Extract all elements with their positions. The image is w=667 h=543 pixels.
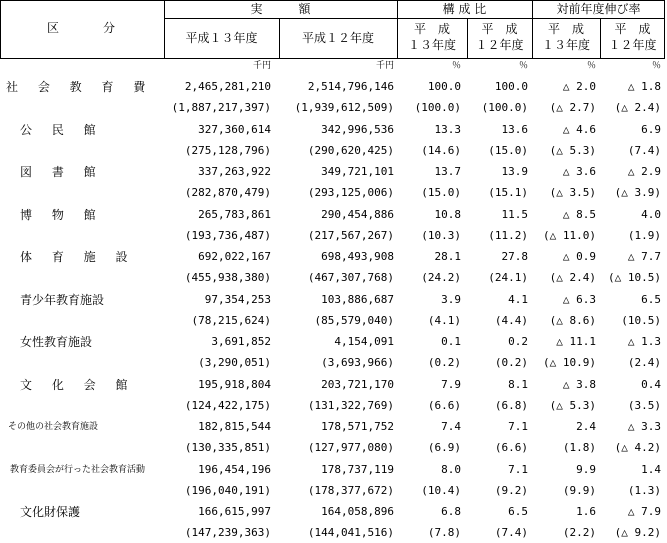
cell-public-value: (△ 5.3) [549, 144, 596, 157]
cell-value: 6.9 [641, 123, 661, 136]
cell-public-value: (10.5) [621, 314, 661, 327]
unit-kosei-h12: ％ [518, 61, 528, 71]
cell-value: 178,571,752 [321, 420, 394, 433]
cell-public-value: (3,290,051) [198, 356, 271, 369]
cell-value: 178,737,119 [321, 463, 394, 476]
unit-kosei-h13: ％ [451, 61, 461, 71]
header-nobi-h12-b: １２年度 [608, 38, 657, 52]
cell-value: 0.1 [441, 335, 461, 348]
cell-public-value: (△ 8.6) [549, 314, 596, 327]
cell-public-value: (7.4) [494, 526, 528, 539]
cell-public-value: (217,567,267) [307, 229, 394, 242]
cell-value: 290,454,886 [321, 208, 394, 221]
cell-value: 196,454,196 [198, 463, 271, 476]
cell-public-value: (△ 10.9) [543, 356, 596, 369]
header-nobiritsu: 対前年度伸び率 [556, 2, 641, 16]
cell-value: 2,465,281,210 [184, 80, 271, 93]
header-nobi-h12-a: 平 成 [614, 22, 651, 36]
row-label: 教育委員会が行った社会教育活動 [10, 465, 146, 475]
cell-value: 97,354,253 [204, 293, 271, 306]
cell-public-value: (100.0) [414, 101, 461, 114]
cell-value: △ 7.7 [627, 250, 661, 263]
cell-public-value: (10.3) [421, 229, 461, 242]
unit-nobi-h12: ％ [651, 61, 661, 71]
cell-value: 349,721,101 [321, 165, 394, 178]
cell-value: 4.1 [508, 293, 528, 306]
cell-public-value: (275,128,796) [184, 144, 271, 157]
cell-value: 28.1 [434, 250, 461, 263]
cell-public-value: (7.4) [627, 144, 661, 157]
cell-value: 6.8 [441, 505, 461, 518]
cell-public-value: (△ 3.5) [549, 186, 596, 199]
cell-public-value: (1,887,217,397) [171, 101, 271, 114]
row-label: 博 物 館 [20, 208, 104, 222]
cell-value: △ 3.6 [562, 165, 596, 178]
cell-value: 337,263,922 [198, 165, 271, 178]
row-label: 社 会 教 育 費 [6, 80, 154, 94]
cell-public-value: (4.4) [494, 314, 528, 327]
cell-public-value: (△ 9.2) [614, 526, 661, 539]
cell-public-value: (127,977,080) [307, 441, 394, 454]
cell-value: △ 1.8 [627, 80, 661, 93]
cell-value: 13.6 [501, 123, 528, 136]
cell-value: 7.1 [508, 420, 528, 433]
cell-public-value: (6.8) [494, 399, 528, 412]
cell-public-value: (14.6) [421, 144, 461, 157]
cell-public-value: (455,938,380) [184, 271, 271, 284]
cell-value: △ 2.0 [562, 80, 596, 93]
cell-value: 103,886,687 [321, 293, 394, 306]
row-label: その他の社会教育施設 [8, 422, 99, 432]
cell-public-value: (9.9) [562, 484, 596, 497]
cell-public-value: (11.2) [488, 229, 528, 242]
cell-public-value: (△ 2.4) [614, 101, 661, 114]
cell-value: 4,154,091 [334, 335, 394, 348]
cell-public-value: (293,125,006) [307, 186, 394, 199]
row-label: 文化財保護 [20, 505, 81, 519]
cell-public-value: (0.2) [494, 356, 528, 369]
cell-public-value: (2.2) [562, 526, 596, 539]
header-koseihi-h13-a: 平 成 [413, 22, 450, 36]
cell-public-value: (193,736,487) [184, 229, 271, 242]
cell-value: 10.8 [434, 208, 461, 221]
cell-value: 100.0 [427, 80, 461, 93]
row-label: 女性教育施設 [20, 335, 93, 349]
cell-public-value: (2.4) [627, 356, 661, 369]
cell-public-value: (3,693,966) [321, 356, 394, 369]
cell-value: 6.5 [508, 505, 528, 518]
cell-value: 13.9 [501, 165, 528, 178]
cell-public-value: (△ 2.4) [549, 271, 596, 284]
header-jitsugaku: 実 額 [250, 2, 311, 16]
cell-value: 195,918,804 [198, 378, 271, 391]
cell-public-value: (6.6) [427, 399, 461, 412]
cell-value: 13.7 [434, 165, 461, 178]
cell-value: 11.5 [501, 208, 528, 221]
cell-public-value: (15.0) [421, 186, 461, 199]
cell-value: 4.0 [641, 208, 661, 221]
header-koseihi-h13-b: １３年度 [407, 38, 456, 52]
row-label: 公 民 館 [20, 123, 104, 137]
cell-value: △ 8.5 [562, 208, 596, 221]
cell-value: 203,721,170 [321, 378, 394, 391]
cell-public-value: (1.3) [627, 484, 661, 497]
cell-public-value: (△ 4.2) [614, 441, 661, 454]
cell-public-value: (15.1) [488, 186, 528, 199]
cell-value: 13.3 [434, 123, 461, 136]
cell-public-value: (24.1) [488, 271, 528, 284]
cell-value: △ 3.3 [627, 420, 661, 433]
cell-value: 164,058,896 [321, 505, 394, 518]
cell-value: 1.6 [576, 505, 596, 518]
cell-value: 166,615,997 [198, 505, 271, 518]
cell-public-value: (3.5) [627, 399, 661, 412]
cell-public-value: (△ 11.0) [543, 229, 596, 242]
header-h13: 平成１３年度 [185, 31, 258, 45]
cell-value: 698,493,908 [321, 250, 394, 263]
cell-public-value: (124,422,175) [184, 399, 271, 412]
cell-value: 0.2 [508, 335, 528, 348]
cell-value: 2,514,796,146 [307, 80, 394, 93]
cell-value: 327,360,614 [198, 123, 271, 136]
row-label: 図 書 館 [20, 165, 104, 179]
cell-value: 182,815,544 [198, 420, 271, 433]
cell-value: 692,022,167 [198, 250, 271, 263]
cell-value: △ 3.8 [562, 378, 596, 391]
cell-value: 8.1 [508, 378, 528, 391]
cell-value: 342,996,536 [321, 123, 394, 136]
cell-value: 9.9 [576, 463, 596, 476]
cell-value: 7.9 [441, 378, 461, 391]
cell-value: 8.0 [441, 463, 461, 476]
cell-value: 265,783,861 [198, 208, 271, 221]
cell-value: △ 0.9 [562, 250, 596, 263]
header-h12: 平成１２年度 [301, 31, 374, 45]
cell-public-value: (7.8) [427, 526, 461, 539]
cell-value: 1.4 [641, 463, 661, 476]
row-label: 文 化 会 館 [20, 378, 136, 392]
cell-public-value: (6.6) [494, 441, 528, 454]
cell-value: △ 11.1 [556, 335, 596, 348]
row-label: 体 育 施 設 [20, 250, 136, 264]
cell-value: 3.9 [441, 293, 461, 306]
cell-public-value: (290,620,425) [307, 144, 394, 157]
cell-value: △ 2.9 [627, 165, 661, 178]
cell-public-value: (△ 2.7) [549, 101, 596, 114]
cell-value: 0.4 [641, 378, 661, 391]
cell-public-value: (1.9) [627, 229, 661, 242]
cell-value: △ 4.6 [562, 123, 596, 136]
header-koseihi: 構 成 比 [442, 2, 487, 16]
unit-h12: 千円 [375, 61, 394, 71]
cell-public-value: (467,307,768) [307, 271, 394, 284]
cell-value: 3,691,852 [211, 335, 271, 348]
cell-public-value: (6.9) [427, 441, 461, 454]
cell-value: 2.4 [576, 420, 596, 433]
cell-public-value: (282,870,479) [184, 186, 271, 199]
cell-public-value: (9.2) [494, 484, 528, 497]
cell-public-value: (78,215,624) [191, 314, 271, 327]
cell-public-value: (144,041,516) [307, 526, 394, 539]
cell-public-value: (130,335,851) [184, 441, 271, 454]
header-kubun: 区 分 [46, 21, 117, 35]
cell-public-value: (85,579,040) [314, 314, 394, 327]
cell-public-value: (15.0) [488, 144, 528, 157]
cell-public-value: (131,322,769) [307, 399, 394, 412]
cell-value: 27.8 [501, 250, 528, 263]
unit-nobi-h13: ％ [586, 61, 596, 71]
cell-public-value: (10.4) [421, 484, 461, 497]
cell-public-value: (24.2) [421, 271, 461, 284]
header-koseihi-h12-b: １２年度 [475, 38, 524, 52]
row-label: 青少年教育施設 [20, 293, 105, 307]
cell-value: △ 6.3 [562, 293, 596, 306]
header-nobi-h13-a: 平 成 [547, 22, 584, 36]
header-nobi-h13-b: １３年度 [541, 38, 590, 52]
cell-public-value: (4.1) [427, 314, 461, 327]
cell-public-value: (△ 3.9) [614, 186, 661, 199]
cell-public-value: (△ 10.5) [608, 271, 661, 284]
cell-public-value: (△ 5.3) [549, 399, 596, 412]
cell-value: 7.4 [441, 420, 461, 433]
cell-public-value: (147,239,363) [184, 526, 271, 539]
cell-value: 7.1 [508, 463, 528, 476]
cell-public-value: (196,040,191) [184, 484, 271, 497]
cell-value: 100.0 [494, 80, 528, 93]
cell-public-value: (1.8) [562, 441, 596, 454]
cell-value: △ 1.3 [627, 335, 661, 348]
cell-public-value: (1,939,612,509) [294, 101, 394, 114]
header-koseihi-h12-a: 平 成 [481, 22, 518, 36]
cell-value: △ 7.9 [627, 505, 661, 518]
cell-public-value: (0.2) [427, 356, 461, 369]
cell-value: 6.5 [641, 293, 661, 306]
cell-public-value: (100.0) [481, 101, 528, 114]
cell-public-value: (178,377,672) [307, 484, 394, 497]
unit-h13: 千円 [252, 61, 271, 71]
